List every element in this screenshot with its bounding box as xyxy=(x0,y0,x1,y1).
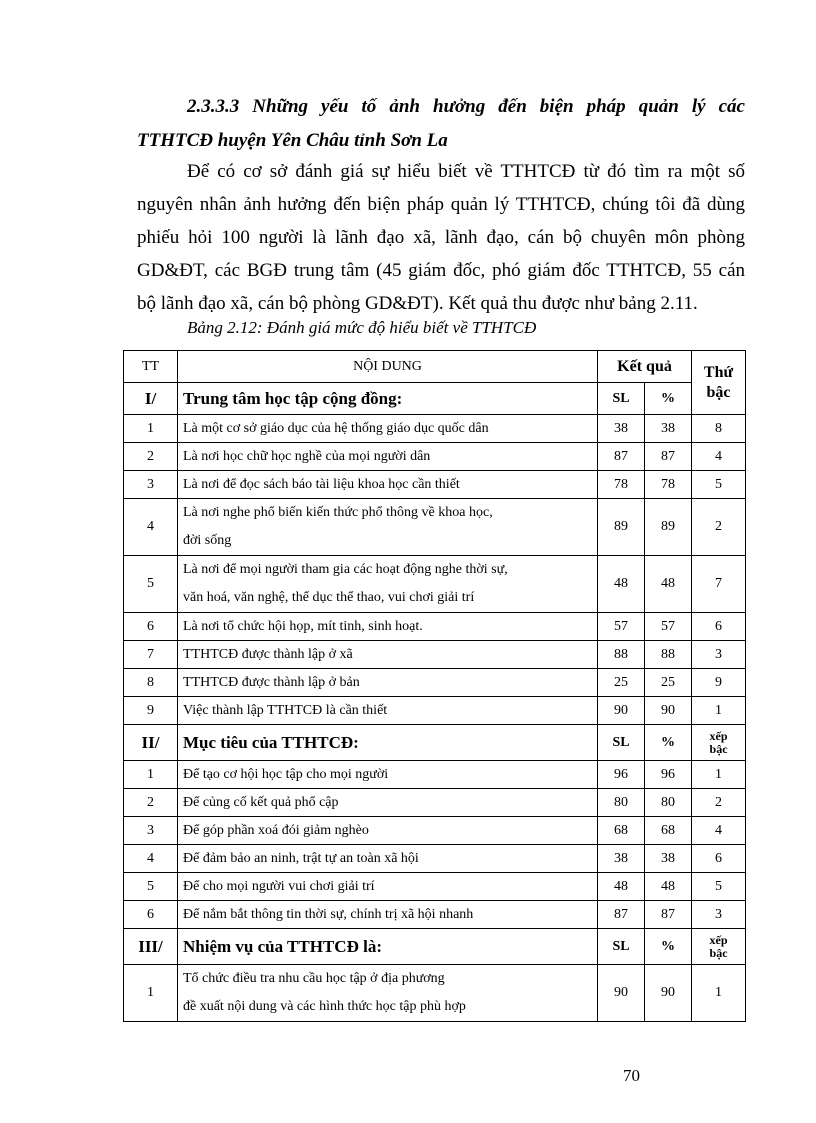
row-rank: 1 xyxy=(692,761,746,789)
row-number: 9 xyxy=(124,697,178,725)
row-content-line: Để cho mọi người vui chơi giải trí xyxy=(183,878,375,894)
table-row xyxy=(124,761,746,789)
row-sl: 89 xyxy=(598,499,645,556)
row-number: 8 xyxy=(124,669,178,697)
row-rank: 7 xyxy=(692,556,746,613)
row-sl: 90 xyxy=(598,965,645,1022)
paragraph-line: nguyên nhân ảnh hưởng đến biện pháp quản lý TTHTCĐ, chúng tôi đã dùng xyxy=(137,194,745,215)
table-body xyxy=(124,351,746,1022)
row-percent: 68 xyxy=(645,817,692,845)
row-content xyxy=(178,789,598,817)
section-title: Mục tiêu của TTHTCĐ: xyxy=(178,725,598,761)
row-content-line: Để góp phần xoá đói giảm nghèo xyxy=(183,822,369,838)
row-content-line: Để củng cố kết quả phổ cập xyxy=(183,794,339,810)
row-sl: 78 xyxy=(598,471,645,499)
row-percent: 88 xyxy=(645,641,692,669)
header-rank xyxy=(692,351,746,415)
column-percent-label: % xyxy=(645,383,692,415)
section-heading xyxy=(137,90,745,158)
row-sl: 38 xyxy=(598,845,645,873)
row-sl: 48 xyxy=(598,556,645,613)
section-number: I/ xyxy=(124,383,178,415)
row-content-line: Tổ chức điều tra nhu cầu học tập ở địa phương xyxy=(183,971,445,986)
row-number: 5 xyxy=(124,873,178,901)
header-rank-line-2: bậc xyxy=(706,383,731,401)
row-percent: 96 xyxy=(645,761,692,789)
row-content xyxy=(178,499,598,556)
row-rank: 1 xyxy=(692,697,746,725)
row-sl: 90 xyxy=(598,697,645,725)
row-number: 4 xyxy=(124,845,178,873)
row-rank: 3 xyxy=(692,641,746,669)
row-percent: 25 xyxy=(645,669,692,697)
column-sl-label: SL xyxy=(598,383,645,415)
row-number: 7 xyxy=(124,641,178,669)
row-percent: 87 xyxy=(645,901,692,929)
section-number: II/ xyxy=(124,725,178,761)
row-sl: 87 xyxy=(598,901,645,929)
rank-label-line-2: bậc xyxy=(709,741,728,756)
evaluation-table xyxy=(123,350,746,1022)
row-content-line: văn hoá, văn nghệ, thể dục thể thao, vui chơi giải trí xyxy=(183,590,475,605)
row-content xyxy=(178,873,598,901)
paragraph-line: GD&ĐT, các BGĐ trung tâm (45 giám đốc, phó giám đốc TTHTCĐ, 55 cán xyxy=(137,260,745,281)
row-content xyxy=(178,556,598,613)
row-content xyxy=(178,641,598,669)
row-rank: 9 xyxy=(692,669,746,697)
column-rank-label xyxy=(692,725,746,761)
row-content-line: Để đảm bảo an ninh, trật tự an toàn xã hội xyxy=(183,850,419,866)
row-content xyxy=(178,415,598,443)
row-content xyxy=(178,613,598,641)
table-row xyxy=(124,873,746,901)
row-content-line: Là nơi học chữ học nghề của mọi người dân xyxy=(183,448,431,464)
row-content-line: Là một cơ sở giáo dục của hệ thống giáo dục quốc dân xyxy=(183,420,489,436)
row-rank: 4 xyxy=(692,443,746,471)
row-percent: 80 xyxy=(645,789,692,817)
row-number: 1 xyxy=(124,965,178,1022)
paragraph-line: phiếu hỏi 100 người là lãnh đạo xã, lãnh đạo, cán bộ chuyên môn phòng xyxy=(137,227,745,248)
row-sl: 88 xyxy=(598,641,645,669)
row-percent: 78 xyxy=(645,471,692,499)
row-rank: 5 xyxy=(692,471,746,499)
row-percent: 48 xyxy=(645,873,692,901)
row-percent: 38 xyxy=(645,845,692,873)
row-content xyxy=(178,817,598,845)
row-number: 6 xyxy=(124,613,178,641)
table-row xyxy=(124,641,746,669)
row-number: 2 xyxy=(124,789,178,817)
table-row xyxy=(124,471,746,499)
section-number: III/ xyxy=(124,929,178,965)
row-rank: 2 xyxy=(692,789,746,817)
row-sl: 48 xyxy=(598,873,645,901)
row-sl: 80 xyxy=(598,789,645,817)
row-content-line: Là nơi tổ chức hội họp, mít tinh, sinh hoạt. xyxy=(183,618,423,634)
section-title: Nhiệm vụ của TTHTCĐ là: xyxy=(178,929,598,965)
row-percent: 89 xyxy=(645,499,692,556)
row-sl: 57 xyxy=(598,613,645,641)
row-rank: 4 xyxy=(692,817,746,845)
row-number: 1 xyxy=(124,415,178,443)
row-content xyxy=(178,443,598,471)
row-content-line: Việc thành lập TTHTCĐ là cần thiết xyxy=(183,702,388,718)
header-rank-line-1: Thứ xyxy=(703,363,734,381)
rank-label-line-1: xếp xyxy=(709,728,728,743)
table-row xyxy=(124,789,746,817)
row-content-line: TTHTCĐ được thành lập ở bản xyxy=(183,674,360,690)
row-content xyxy=(178,965,598,1022)
row-number: 3 xyxy=(124,471,178,499)
column-sl-label: SL xyxy=(598,929,645,965)
row-rank: 1 xyxy=(692,965,746,1022)
row-content-line: Là nơi nghe phổ biến kiến thức phổ thông về khoa học, xyxy=(183,505,493,520)
row-number: 4 xyxy=(124,499,178,556)
row-rank: 6 xyxy=(692,845,746,873)
table-caption: Bảng 2.12: Đánh giá mức độ hiểu biết về TTHTCĐ xyxy=(187,318,537,337)
row-content-line: Để tạo cơ hội học tập cho mọi người xyxy=(183,766,389,782)
table-row xyxy=(124,669,746,697)
row-percent: 38 xyxy=(645,415,692,443)
row-number: 5 xyxy=(124,556,178,613)
row-sl: 96 xyxy=(598,761,645,789)
row-sl: 68 xyxy=(598,817,645,845)
column-percent-label: % xyxy=(645,929,692,965)
table-row xyxy=(124,415,746,443)
section-header-row xyxy=(124,929,746,965)
row-content xyxy=(178,669,598,697)
row-sl: 25 xyxy=(598,669,645,697)
table-row xyxy=(124,817,746,845)
table-row xyxy=(124,901,746,929)
section-heading-line-2: TTHTCĐ huyện Yên Châu tỉnh Sơn La xyxy=(137,130,448,151)
header-tt: TT xyxy=(124,351,178,383)
section-header-row xyxy=(124,383,746,415)
intro-paragraph xyxy=(137,155,745,320)
row-content xyxy=(178,697,598,725)
row-number: 1 xyxy=(124,761,178,789)
table-row xyxy=(124,499,746,556)
row-sl: 38 xyxy=(598,415,645,443)
table-row xyxy=(124,443,746,471)
row-percent: 48 xyxy=(645,556,692,613)
row-content-line: TTHTCĐ được thành lập ở xã xyxy=(183,646,353,662)
row-content xyxy=(178,901,598,929)
row-rank: 3 xyxy=(692,901,746,929)
table-row xyxy=(124,845,746,873)
row-content-line: đề xuất nội dung và các hình thức học tập phù hợp xyxy=(183,999,466,1014)
row-rank: 8 xyxy=(692,415,746,443)
row-percent: 57 xyxy=(645,613,692,641)
row-content xyxy=(178,761,598,789)
rank-label-line-2: bậc xyxy=(709,945,728,960)
row-percent: 87 xyxy=(645,443,692,471)
table-row xyxy=(124,556,746,613)
page-number: 70 xyxy=(623,1066,640,1085)
section-header-row xyxy=(124,725,746,761)
table-row xyxy=(124,613,746,641)
row-number: 2 xyxy=(124,443,178,471)
row-rank: 2 xyxy=(692,499,746,556)
row-content-line: đời sống xyxy=(183,533,232,548)
row-content xyxy=(178,845,598,873)
section-heading-line-1: 2.3.3.3 Những yếu tố ảnh hưởng đến biện pháp quản lý các xyxy=(187,96,745,117)
table-header-row xyxy=(124,351,746,383)
row-percent: 90 xyxy=(645,697,692,725)
rank-label-line-1: xếp xyxy=(709,932,728,947)
paragraph-line: Để có cơ sở đánh giá sự hiểu biết về TTHTCĐ từ đó tìm ra một số xyxy=(187,161,745,182)
row-number: 3 xyxy=(124,817,178,845)
column-rank-label xyxy=(692,929,746,965)
row-content-line: Là nơi để mọi người tham gia các hoạt động nghe thời sự, xyxy=(183,562,508,577)
row-content-line: Là nơi để đọc sách báo tài liệu khoa học cần thiết xyxy=(183,476,460,492)
row-rank: 6 xyxy=(692,613,746,641)
table-row xyxy=(124,697,746,725)
row-content-line: Để nắm bắt thông tin thời sự, chính trị xã hội nhanh xyxy=(183,906,474,922)
column-sl-label: SL xyxy=(598,725,645,761)
section-title: Trung tâm học tập cộng đồng: xyxy=(178,383,598,415)
row-sl: 87 xyxy=(598,443,645,471)
paragraph-line: bộ lãnh đạo xã, cán bộ phòng GD&ĐT). Kết quả thu được như bảng 2.11. xyxy=(137,293,698,314)
column-percent-label: % xyxy=(645,725,692,761)
row-content xyxy=(178,471,598,499)
table-row xyxy=(124,965,746,1022)
row-number: 6 xyxy=(124,901,178,929)
row-rank: 5 xyxy=(692,873,746,901)
row-percent: 90 xyxy=(645,965,692,1022)
header-content: NỘI DUNG xyxy=(178,351,598,383)
header-result: Kết quả xyxy=(598,351,692,383)
